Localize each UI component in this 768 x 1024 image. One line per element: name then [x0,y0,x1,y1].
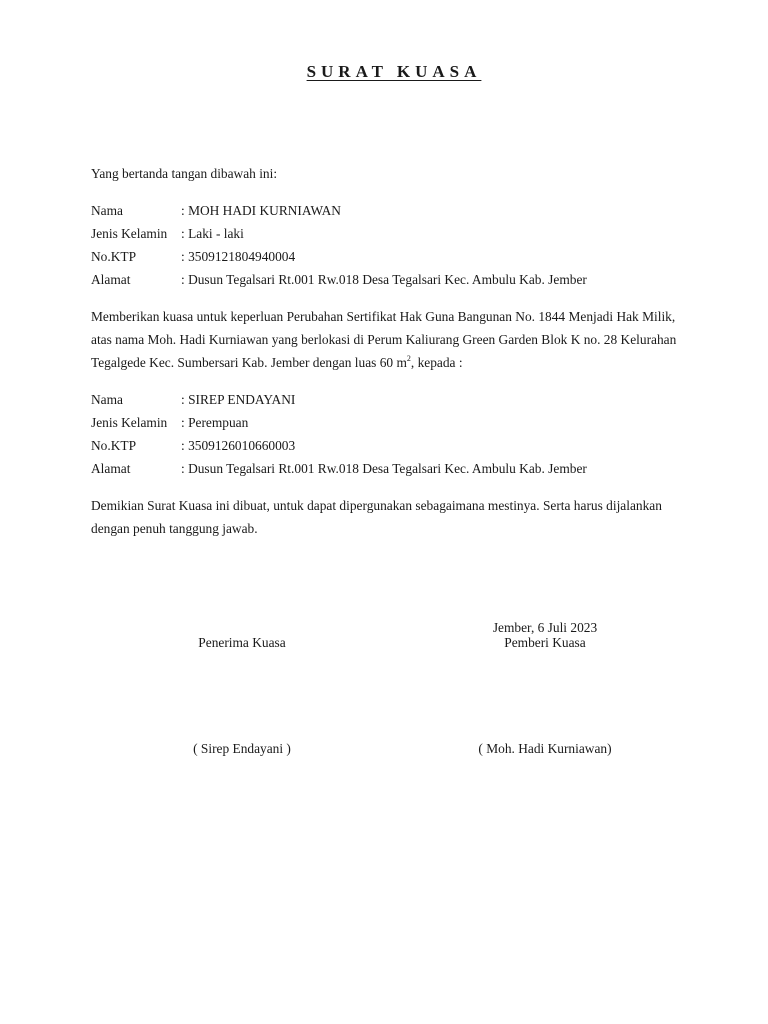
grantor-ktp-value: : 3509121804940004 [181,249,296,264]
grantee-name-label: Nama [91,392,123,407]
grantee-name-row [91,392,295,408]
closing-paragraph: Demikian Surat Kuasa ini dibuat, untuk dapat dipergunakan sebagaimana mestinya. Serta harus dijalankan dengan penuh tanggung jawab. [91,498,662,536]
grantor-name-label: Nama [91,203,123,218]
grantor-gender-label: Jenis Kelamin [91,226,168,241]
document-title: SURAT KUASA [306,62,482,81]
grantee-gender-row [91,415,248,431]
grantee-name-value: : SIREP ENDAYANI [181,392,296,407]
grantee-ktp-row [91,438,295,454]
grantee-ktp-value: : 3509126010660003 [181,438,296,453]
intro-text: Yang bertanda tangan dibawah ini: [91,166,278,181]
receiver-label: Penerima Kuasa [198,635,286,650]
place-date: Jember, 6 Juli 2023 [492,620,598,635]
grantor-gender-value: : Laki - laki [181,226,244,241]
grantor-ktp-row [91,249,295,265]
giver-signature-name: ( Moh. Hadi Kurniawan) [478,741,612,756]
purpose-paragraph [91,305,691,374]
grantee-gender-label: Jenis Kelamin [91,415,168,430]
grantor-address-value: : Dusun Tegalsari Rt.001 Rw.018 Desa Tegalsari Kec. Ambulu Kab. Jember [181,272,587,287]
grantor-address-row [91,272,587,288]
grantee-address-label: Alamat [91,461,131,476]
grantor-gender-row [91,226,244,242]
area-superscript: 2 [406,354,411,363]
receiver-signature-name: ( Sirep Endayani ) [193,741,291,756]
grantee-address-value: : Dusun Tegalsari Rt.001 Rw.018 Desa Tegalsari Kec. Ambulu Kab. Jember [181,461,587,476]
purpose-text: Memberikan kuasa untuk keperluan Perubahan Sertifikat Hak Guna Bangunan No. 1844 Menjadi Hak Milik, atas nama Moh. Hadi Kurniawan yang berlokasi di Perum Kaliurang Green Garden Blok K no. 28 Kelurahan Tegalgede Kec. Sumbersari Kab. Jember dengan luas 60 m [91,309,677,370]
grantor-name-row [91,203,341,219]
grantor-address-label: Alamat [91,272,131,287]
purpose-text-end: , kepada : [410,355,463,370]
grantee-gender-value: : Perempuan [181,415,249,430]
grantee-address-row [91,461,587,477]
giver-label: Pemberi Kuasa [504,635,586,650]
grantor-name-value: : MOH HADI KURNIAWAN [181,203,341,218]
grantor-ktp-label: No.KTP [91,249,137,264]
grantee-ktp-label: No.KTP [91,438,137,453]
